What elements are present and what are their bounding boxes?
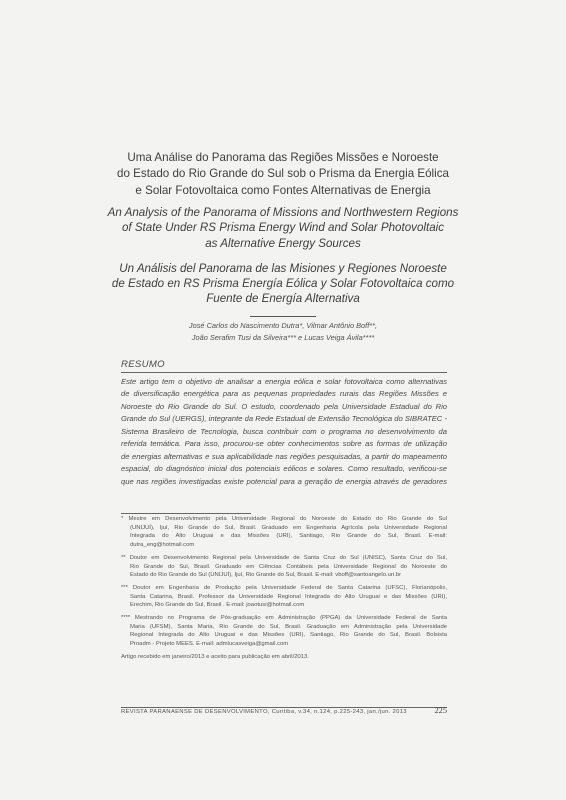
title-es-line: Fuente de Energía Alternativa xyxy=(206,292,360,306)
title-en-line: as Alternative Energy Sources xyxy=(205,236,361,250)
author-line: João Serafim Tusi da Silveira*** e Lucas Veiga Ávila**** xyxy=(191,332,375,342)
footnote-line: ** Doutor em Desenvolvimento Regional pela Universidade de Santa Cruz do Sul (UNISC), Santa Cruz do Sul, xyxy=(121,554,447,561)
footnote-line: Estado do Rio Grande do Sul (UNIJUÍ), Ijuí, Rio Grande do Sul, Brasil. E-mail: vboff@santoangelo.uri.br xyxy=(130,572,402,579)
abstract-line: referida temática. Para isso, procurou-se obter conhecimentos sobre as formas de utilização xyxy=(121,439,447,449)
article-titles xyxy=(100,150,466,306)
abstract-heading: RESUMO xyxy=(121,359,165,370)
title-pt-line: do Estado do Rio Grande do Sul sob o Prisma da Energia Eólica xyxy=(117,167,449,181)
abstract-heading-rule xyxy=(121,372,447,373)
title-spanish xyxy=(100,261,466,307)
footnote-line: * Mestre em Desenvolvimento pela Universidade Regional do Noroeste do Estado do Rio Grande do Sul xyxy=(121,516,447,522)
abstract-body xyxy=(121,376,447,488)
footnote-line: dutra_eng@hotmail.com xyxy=(130,542,195,549)
title-en-line: An Analysis of the Panorama of Missions and Northwestern Regions xyxy=(107,206,459,220)
footnote-line: **** Mestrando no Programa de Pós-graduação em Administração (PPGA) da Universidade Federal de Santa xyxy=(121,615,447,622)
footnote-line: Proadm - Projeto MEES. E-mail: admlucasveiga@gmail.com xyxy=(130,641,289,648)
footnote-author-1 xyxy=(121,515,447,550)
footnote-author-3 xyxy=(121,584,447,610)
footnote-line: Erechim, Rio Grande do Sul, Brasil . E-mail: joaotusi@hotmail.com xyxy=(130,602,305,609)
abstract-line: de diversificação energética para as pequenas propriedades rurais das Regiões Missões e xyxy=(121,389,447,399)
footnote-rule xyxy=(121,513,251,514)
abstract-line: Sistema Brasileiro de Tecnologia, busca contribuir com o programa no desenvolvimento da xyxy=(121,426,447,436)
received-note: Artigo recebido em janeiro/2013 e aceito para publicação em abril/2013. xyxy=(121,653,309,660)
title-es-line: Un Análisis del Panorama de las Misiones y Regiones Noroeste xyxy=(119,261,447,275)
footnote-line: Regional Integrada do Alto Uruguai e das Missões (URI), Santiago, Rio Grande do Sul, Brasil. Bolsista xyxy=(130,632,447,639)
footnote-author-4 xyxy=(121,614,447,649)
footnote-line: *** Doutor em Engenharia de Produção pela Universidade Federal de Santa Catarina (UFSC), Florianópolis, xyxy=(121,584,447,591)
abstract-line: Noroeste do Rio Grande do Sul. O estudo, coordenado pela Universidade Estadual do Rio xyxy=(121,401,447,411)
footnote-author-2 xyxy=(121,554,447,580)
abstract-line: de energias alternativas e sua aplicabilidade nas regiões pesquisadas, a partir do mapeamento xyxy=(121,451,447,461)
footnote-line: Rio Grande do Sul, Brasil. Graduado em Ciências Contábeis pela Universidade Regional do Noroeste do xyxy=(130,563,447,570)
footnote-line: Maria (UFSM), Santa Maria, Rio Grande do Sul, Brasil. Graduação em Administração pela Universidade xyxy=(130,623,447,630)
title-english xyxy=(100,205,466,251)
page-number: 225 xyxy=(434,706,447,715)
title-pt-line: e Solar Fotovoltaica como Fontes Alternativas de Energia xyxy=(135,183,431,197)
footnote-line: Santa Catarina, Brasil. Professor da Universidade Regional Integrada do Alto Uruguai e das Missões (URI), xyxy=(130,593,447,600)
author-line: José Carlos do Nascimento Dutra*, Vilmar Antônio Boff**, xyxy=(188,321,378,330)
abstract-line: espacial, do diagnóstico inicial dos potenciais eólicos e solares. Como resultado, verificou-se xyxy=(121,464,447,474)
abstract-line: Este artigo tem o objetivo de analisar a energia eólica e solar fotovoltaica como alternativas xyxy=(121,377,447,386)
abstract-line: Grande do Sul (UERGS), integrante da Rede Estadual de Extensão Tecnológica do SIBRATEC - xyxy=(121,414,447,424)
title-es-line: de Estado en RS Prisma Energía Eólica y Solar Fotovoltaica como xyxy=(111,277,455,291)
footnotes xyxy=(121,515,447,662)
footnote-line: (UNIJUÍ), Ijuí, Rio Grande do Sul, Brasil. Graduado em Engenharia Agrícola pela Universidade Regional xyxy=(130,524,447,531)
title-portuguese xyxy=(100,150,466,199)
journal-citation: REVISTA PARANAENSE DE DESENVOLVIMENTO, Curitiba, v.34, n.124, p.225-243, jan./jun. 2013 xyxy=(121,709,407,715)
author-list xyxy=(140,320,426,343)
abstract-line: que nas regiões investigadas existe potencial para a geração de energia através de geradores xyxy=(121,476,447,486)
title-en-line: of State Under RS Prisma Energy Wind and Solar Photovoltaic xyxy=(121,221,445,235)
footnote-line: Integrada do Alto Uruguai e das Missões (URI), Santiago, Rio Grande do Sul, Brasil. E-mail: xyxy=(130,533,447,540)
title-pt-line: Uma Análise do Panorama das Regiões Missões e Noroeste xyxy=(127,151,439,164)
title-divider xyxy=(250,316,316,317)
footer-rule xyxy=(121,707,447,708)
